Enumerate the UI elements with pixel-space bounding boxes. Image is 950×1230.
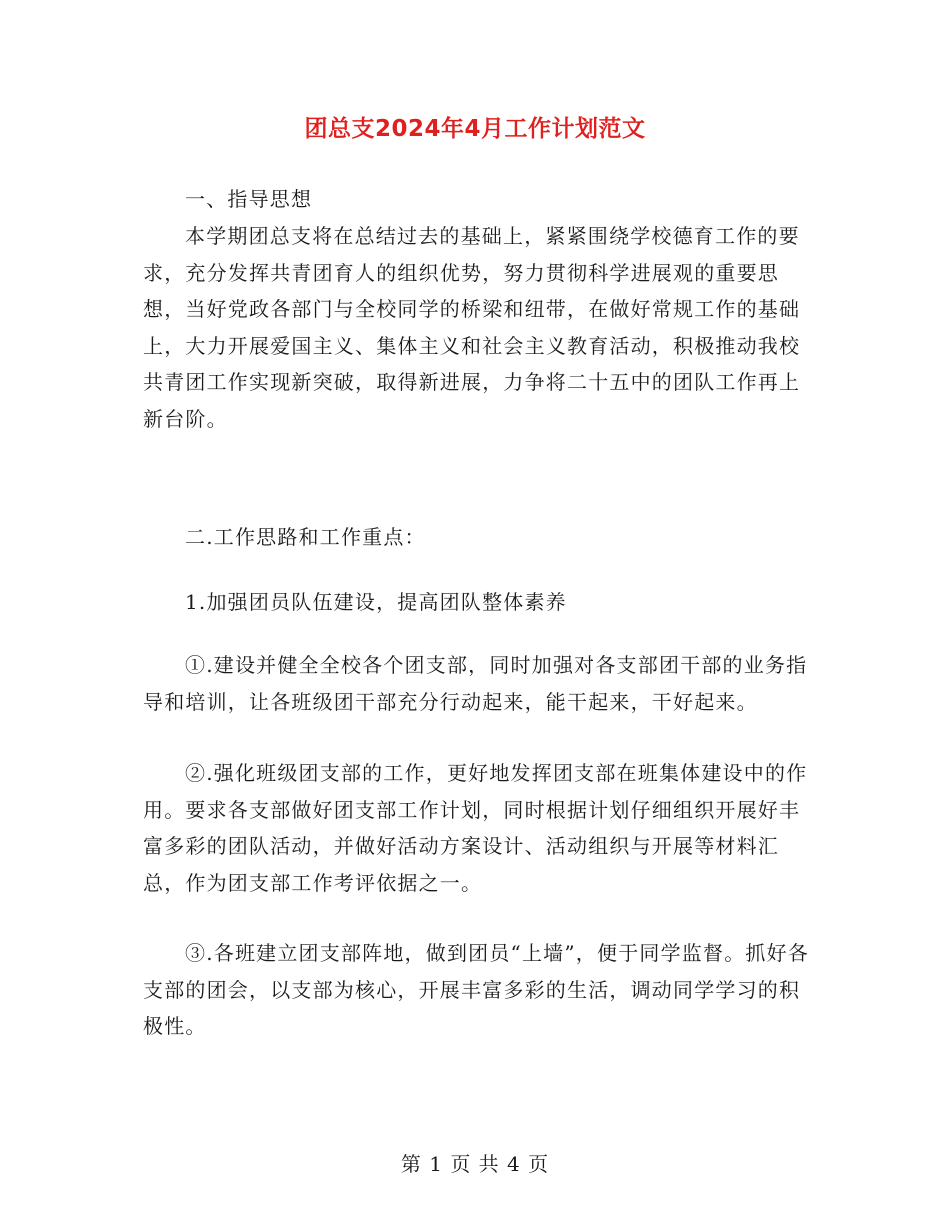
list-item-text: ①.建设并健全全校各个团支部，同时加强对各支部团干部的业务指导和培训，让各班级团干部充分行动起来，能干起来，干好起来。 bbox=[143, 653, 808, 714]
section-heading-work-ideas: 二.工作思路和工作重点： bbox=[185, 525, 426, 549]
list-item-1 bbox=[143, 647, 813, 720]
paragraph-text: 本学期团总支将在总结过去的基础上，紧紧围绕学校德育工作的要求，充分发挥共青团育人的组织优势，努力贯彻科学进展观的重要思想，当好党政各部门与全校同学的桥梁和纽带，在做好常规工作的基础上，大力开展爱国主义、集体主义和社会主义教育活动，积极推动我校共青团工作实现新突破，取得新进展，力争将二十五中的团队工作再上新台阶。 bbox=[143, 224, 801, 431]
paragraph-guiding-thought bbox=[143, 218, 813, 437]
page-footer: 第 1 页 共 4 页 bbox=[400, 1152, 550, 1176]
list-item-2 bbox=[143, 755, 813, 901]
section-heading-guiding-thought: 一、指导思想 bbox=[185, 187, 313, 211]
list-item-3 bbox=[143, 935, 813, 1045]
list-item-text: ③.各班建立团支部阵地，做到团员“上墙”，便于同学监督。抓好各支部的团会，以支部为核心，开展丰富多彩的生活，调动同学学习的积极性。 bbox=[143, 941, 810, 1038]
document-title: 团总支2024年4月工作计划范文 bbox=[304, 116, 646, 142]
subheading-team-building: 1.加强团员队伍建设，提高团队整体素养 bbox=[185, 590, 567, 614]
list-item-text: ②.强化班级团支部的工作，更好地发挥团支部在班集体建设中的作用。要求各支部做好团支部工作计划，同时根据计划仔细组织开展好丰富多彩的团队活动，并做好活动方案设计、活动组织与开展等材料汇总，作为团支部工作考评依据之一。 bbox=[143, 761, 808, 895]
